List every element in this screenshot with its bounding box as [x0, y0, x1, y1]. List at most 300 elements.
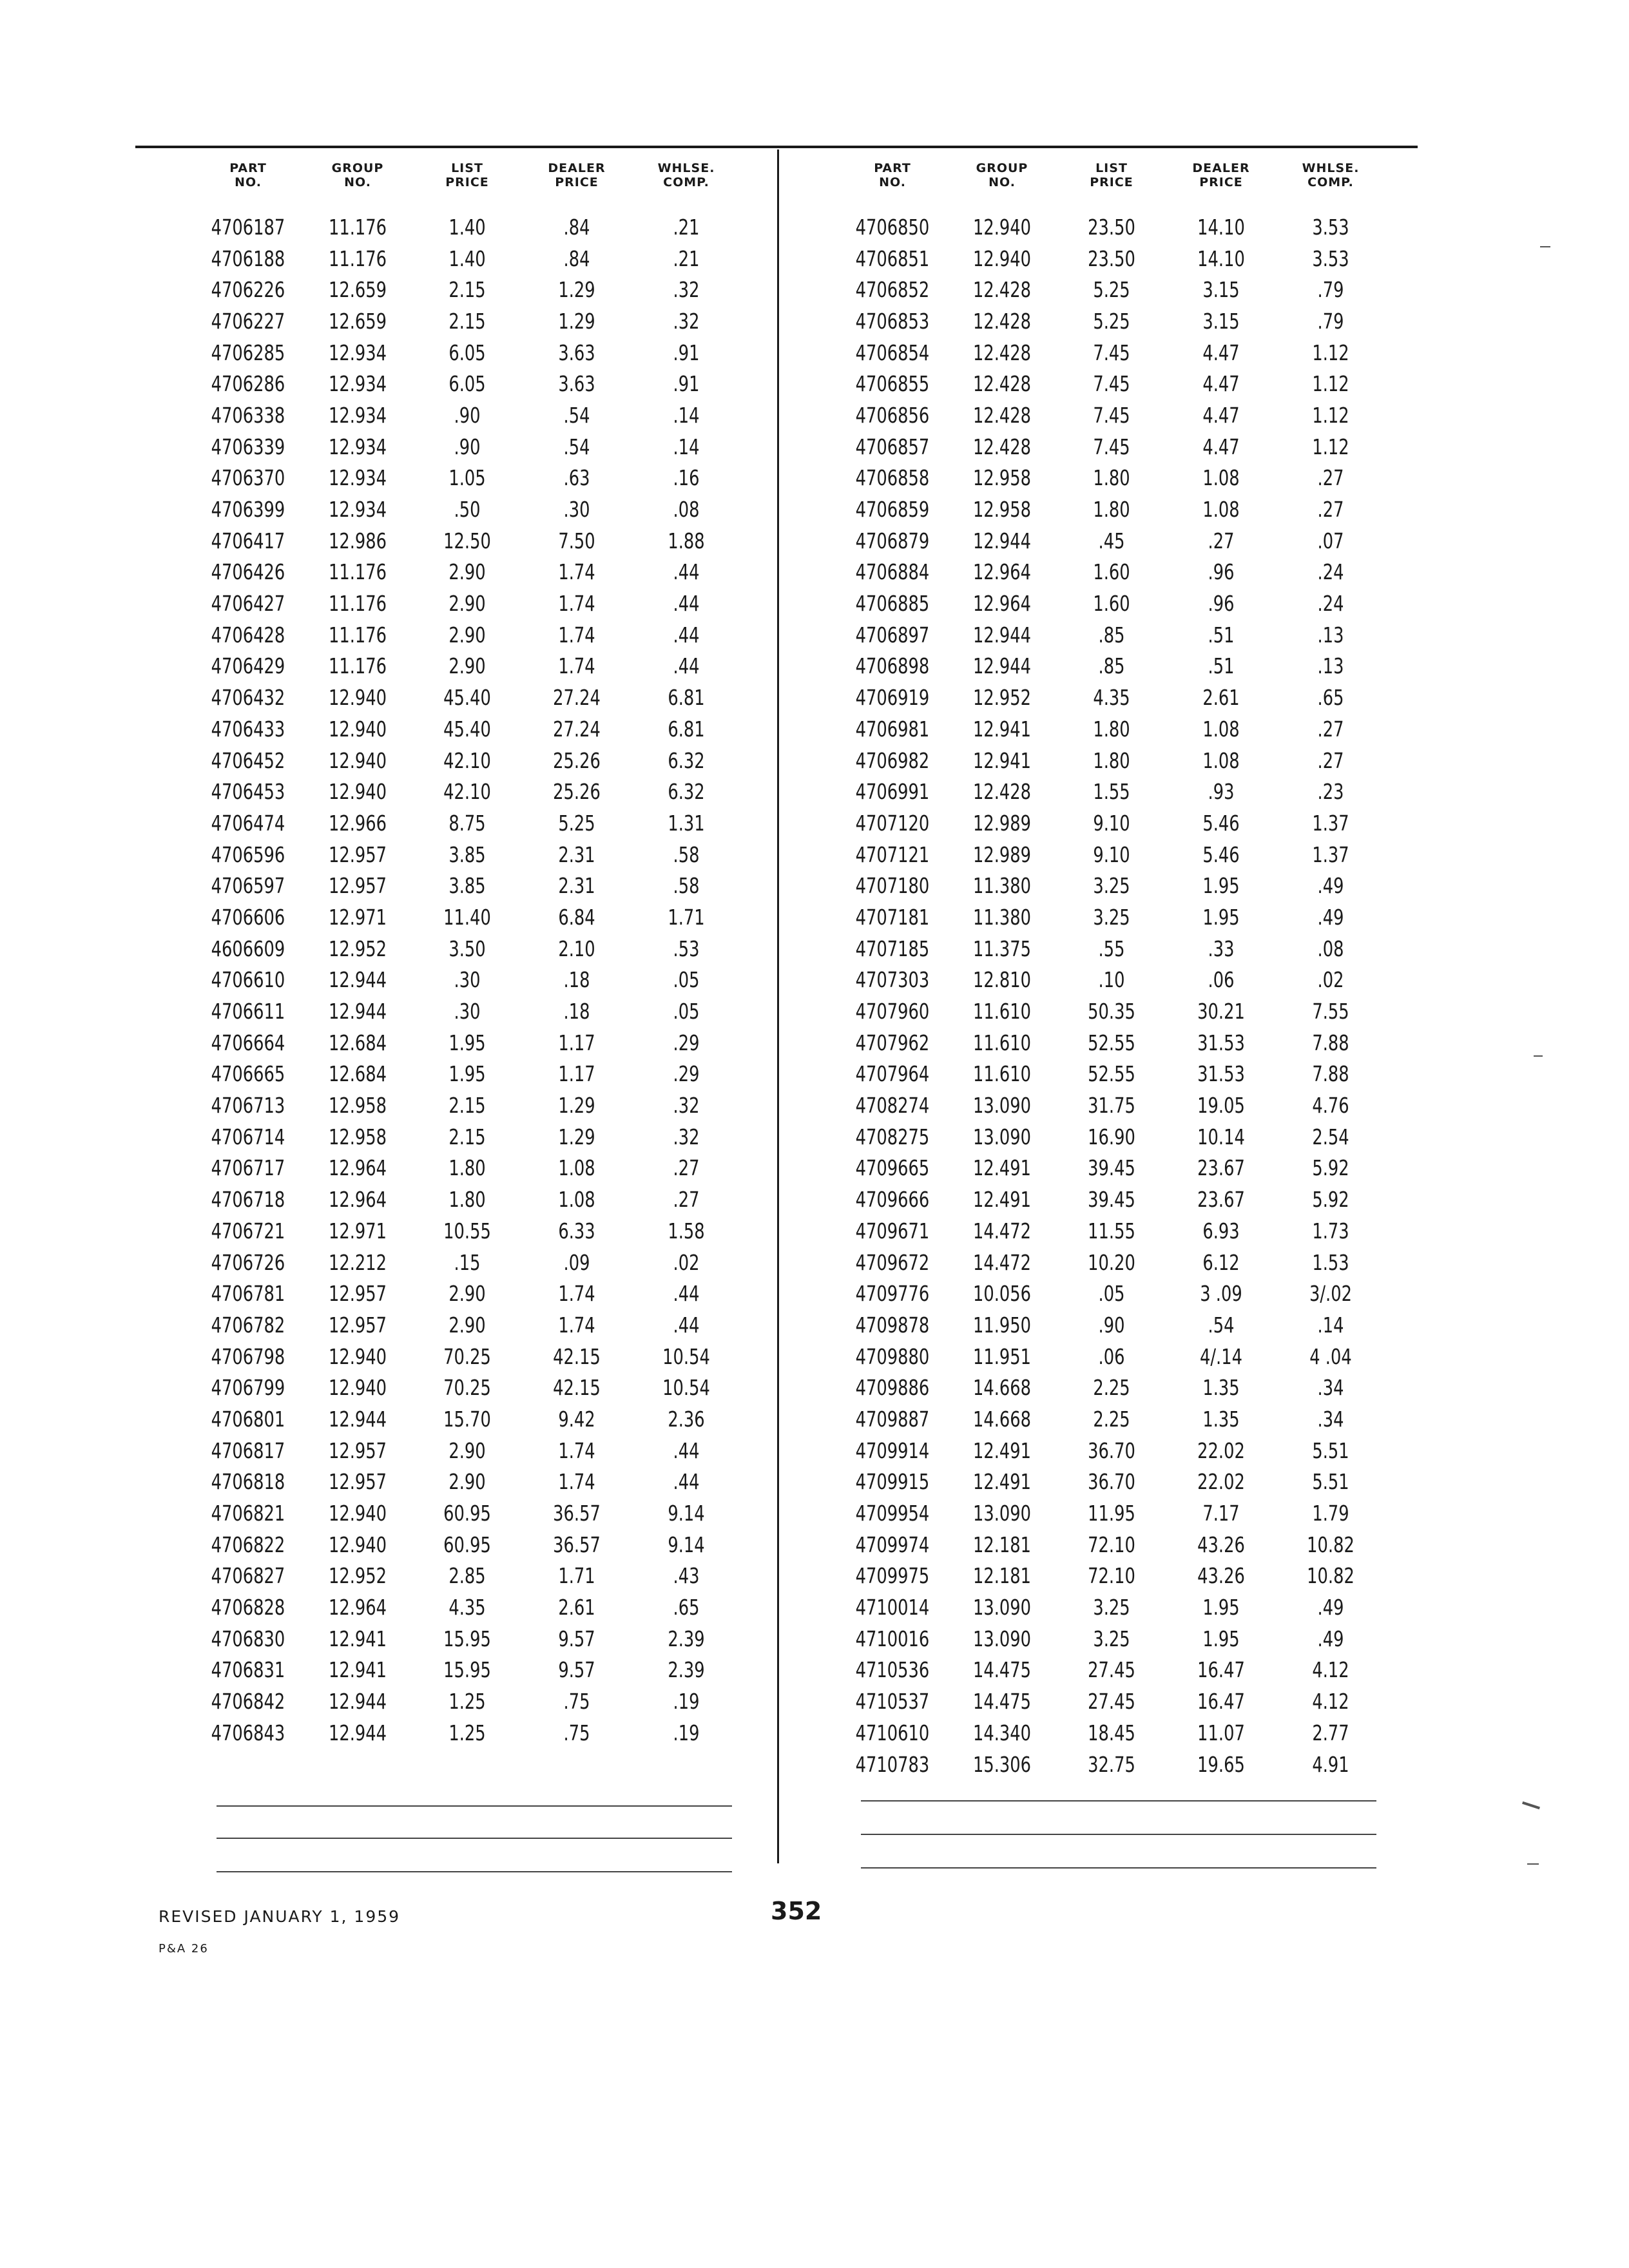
group-no-cell: 12.952: [972, 685, 1032, 711]
whlse-comp-cell: 1.73: [1312, 1218, 1349, 1244]
whlse-comp-cell: 10.54: [662, 1375, 710, 1401]
list-price-cell: 5.25: [1093, 308, 1130, 334]
dealer-price-cell: 25.26: [553, 779, 601, 805]
part-no-cell: 4706717: [211, 1155, 285, 1181]
dealer-price-cell: 1.71: [558, 1563, 595, 1589]
whlse-comp-cell: 10.82: [1307, 1563, 1354, 1589]
group-no-cell: 12.944: [328, 1689, 387, 1715]
whlse-comp-cell: .44: [673, 591, 700, 617]
whlse-comp-cell: .79: [1317, 308, 1344, 334]
part-no-cell: 4706286: [211, 371, 285, 397]
table-row: [193, 1623, 747, 1655]
header-whlse-comp: WHLSE. COMP.: [657, 161, 715, 189]
list-price-cell: 31.75: [1088, 1093, 1135, 1119]
right-table-body: [838, 211, 1405, 1780]
part-no-cell: 4706856: [855, 402, 930, 428]
table-row: [838, 1090, 1405, 1121]
table-row: [193, 745, 747, 776]
table-row: [193, 1341, 747, 1372]
whlse-comp-cell: .14: [1317, 1312, 1344, 1338]
dealer-price-cell: 5.25: [558, 810, 595, 836]
whlse-comp-cell: .27: [1317, 465, 1344, 491]
dealer-price-cell: .18: [563, 967, 590, 993]
margin-mark: [1527, 1863, 1539, 1865]
list-price-cell: 2.90: [448, 622, 486, 648]
group-no-cell: 12.944: [972, 528, 1032, 553]
group-no-cell: 12.957: [328, 1469, 387, 1495]
part-no-cell: 4706782: [211, 1312, 285, 1338]
table-row: [193, 274, 747, 305]
group-no-cell: 12.957: [328, 1312, 387, 1338]
whlse-comp-cell: .58: [673, 873, 700, 899]
dealer-price-cell: 1.74: [558, 1281, 595, 1307]
group-no-cell: 12.934: [328, 497, 387, 523]
dealer-price-cell: 31.53: [1197, 1030, 1245, 1055]
group-no-cell: 12.428: [972, 434, 1032, 459]
part-no-cell: 4706919: [855, 685, 930, 711]
table-row: [838, 1121, 1405, 1153]
table-row: [838, 463, 1405, 494]
whlse-comp-cell: 10.82: [1307, 1532, 1354, 1557]
margin-mark: [1534, 1055, 1543, 1057]
group-no-cell: 13.090: [972, 1626, 1032, 1651]
table-row: [838, 1059, 1405, 1090]
part-no-cell: 4706991: [855, 779, 930, 805]
table-row: [193, 1247, 747, 1278]
list-price-cell: .05: [1098, 1281, 1125, 1307]
dealer-price-cell: .30: [563, 497, 590, 523]
list-price-cell: .10: [1098, 967, 1125, 993]
part-no-cell: 4706850: [855, 214, 930, 240]
part-no-cell: 4706854: [855, 340, 930, 365]
list-price-cell: 23.50: [1088, 214, 1135, 240]
group-no-cell: 12.428: [972, 779, 1032, 805]
part-no-cell: 4706855: [855, 371, 930, 397]
whlse-comp-cell: .32: [673, 1124, 700, 1149]
dealer-price-cell: 27.24: [553, 716, 601, 742]
part-no-cell: 4707120: [855, 810, 930, 836]
whlse-comp-cell: .27: [1317, 497, 1344, 523]
whlse-comp-cell: .27: [1317, 716, 1344, 742]
dealer-price-cell: .33: [1208, 936, 1235, 961]
group-no-cell: 12.944: [328, 967, 387, 993]
table-row: [193, 995, 747, 1027]
part-no-cell: 4706818: [211, 1469, 285, 1495]
dealer-price-cell: 9.42: [558, 1406, 595, 1432]
whlse-comp-cell: .65: [673, 1595, 700, 1620]
group-no-cell: 12.428: [972, 277, 1032, 303]
part-no-cell: 4707185: [855, 936, 930, 961]
part-no-cell: 4706227: [211, 308, 285, 334]
part-no-cell: 4710014: [855, 1595, 930, 1620]
whlse-comp-cell: 9.14: [668, 1532, 705, 1557]
whlse-comp-cell: .53: [673, 936, 700, 961]
table-row: [193, 839, 747, 870]
whlse-comp-cell: .44: [673, 653, 700, 679]
whlse-comp-cell: .27: [673, 1187, 700, 1213]
list-price-cell: 1.80: [1093, 747, 1130, 773]
whlse-comp-cell: 2.36: [668, 1406, 705, 1432]
list-price-cell: 15.70: [443, 1406, 491, 1432]
blank-entry-line: [861, 1834, 1376, 1835]
part-no-cell: 4706897: [855, 622, 930, 648]
table-row: [193, 619, 747, 651]
part-no-cell: 4707180: [855, 873, 930, 899]
list-price-cell: 1.40: [448, 245, 486, 271]
whlse-comp-cell: 3/.02: [1309, 1281, 1352, 1307]
revision-date: REVISED JANUARY 1, 1959: [159, 1907, 401, 1926]
table-row: [193, 1655, 747, 1686]
group-no-cell: 12.989: [972, 810, 1032, 836]
margin-mark: [1522, 1802, 1540, 1809]
group-no-cell: 12.964: [328, 1155, 387, 1181]
whlse-comp-cell: .14: [673, 402, 700, 428]
dealer-price-cell: 1.74: [558, 591, 595, 617]
whlse-comp-cell: .65: [1317, 685, 1344, 711]
list-price-cell: 2.15: [448, 277, 486, 303]
part-no-cell: 4706188: [211, 245, 285, 271]
list-price-cell: 5.25: [1093, 277, 1130, 303]
list-price-cell: .45: [1098, 528, 1125, 553]
whlse-comp-cell: .02: [673, 1249, 700, 1275]
dealer-price-cell: .84: [563, 245, 590, 271]
table-row: [838, 713, 1405, 745]
table-row: [838, 557, 1405, 588]
whlse-comp-cell: .23: [1317, 779, 1344, 805]
list-price-cell: .90: [454, 434, 481, 459]
list-price-cell: 15.95: [443, 1626, 491, 1651]
list-price-cell: 27.45: [1088, 1657, 1135, 1683]
group-no-cell: 12.934: [328, 434, 387, 459]
table-row: [193, 776, 747, 807]
list-price-cell: 1.05: [448, 465, 486, 491]
dealer-price-cell: 9.57: [558, 1626, 595, 1651]
list-price-cell: .50: [454, 497, 481, 523]
table-row: [193, 243, 747, 274]
dealer-price-cell: 16.47: [1197, 1657, 1245, 1683]
group-no-cell: 12.986: [328, 528, 387, 553]
group-no-cell: 12.971: [328, 1218, 387, 1244]
table-row: [838, 1655, 1405, 1686]
list-price-cell: 11.55: [1088, 1218, 1135, 1244]
list-price-cell: 72.10: [1088, 1532, 1135, 1557]
table-row: [838, 1623, 1405, 1655]
dealer-price-cell: 1.74: [558, 653, 595, 679]
whlse-comp-cell: 2.77: [1312, 1720, 1349, 1745]
dealer-price-cell: 1.74: [558, 1312, 595, 1338]
header-part-no: PART NO.: [874, 161, 911, 189]
dealer-price-cell: 4.47: [1202, 402, 1240, 428]
group-no-cell: 14.668: [972, 1406, 1032, 1432]
whlse-comp-cell: 3.53: [1312, 214, 1349, 240]
table-row: [838, 243, 1405, 274]
dealer-price-cell: 1.08: [1202, 497, 1240, 523]
table-row: [838, 1309, 1405, 1341]
dealer-price-cell: 2.61: [1202, 685, 1240, 711]
group-no-cell: 12.810: [972, 967, 1032, 993]
whlse-comp-cell: .19: [673, 1689, 700, 1715]
part-no-cell: 4706981: [855, 716, 930, 742]
whlse-comp-cell: .49: [1317, 1595, 1344, 1620]
dealer-price-cell: 2.61: [558, 1595, 595, 1620]
group-no-cell: 12.964: [972, 591, 1032, 617]
list-price-cell: 1.60: [1093, 591, 1130, 617]
table-row: [838, 368, 1405, 399]
part-no-cell: 4706821: [211, 1501, 285, 1526]
list-price-cell: .30: [454, 967, 481, 993]
whlse-comp-cell: 1.53: [1312, 1249, 1349, 1275]
list-price-cell: 1.25: [448, 1720, 486, 1745]
group-no-cell: 12.181: [972, 1532, 1032, 1557]
whlse-comp-cell: .19: [673, 1720, 700, 1745]
dealer-price-cell: 4/.14: [1199, 1343, 1242, 1369]
list-price-cell: 11.40: [443, 904, 491, 930]
table-row: [193, 1497, 747, 1529]
center-divider: [777, 149, 779, 1863]
list-price-cell: 3.85: [448, 873, 486, 899]
left-price-column: [193, 161, 747, 1749]
whlse-comp-cell: 1.37: [1312, 810, 1349, 836]
dealer-price-cell: 30.21: [1197, 999, 1245, 1024]
list-price-cell: 2.90: [448, 1281, 486, 1307]
whlse-comp-cell: .91: [673, 340, 700, 365]
table-row: [193, 588, 747, 619]
group-no-cell: 12.940: [328, 1375, 387, 1401]
part-no-cell: 4706827: [211, 1563, 285, 1589]
part-no-cell: 4706370: [211, 465, 285, 491]
dealer-price-cell: 1.08: [1202, 716, 1240, 742]
list-price-cell: 39.45: [1088, 1187, 1135, 1213]
list-price-cell: 1.40: [448, 214, 486, 240]
header-list-price: LIST PRICE: [1090, 161, 1133, 189]
part-no-cell: 4706426: [211, 559, 285, 585]
group-no-cell: 14.668: [972, 1375, 1032, 1401]
whlse-comp-cell: .05: [673, 967, 700, 993]
list-price-cell: 3.25: [1093, 1595, 1130, 1620]
group-no-cell: 11.380: [972, 873, 1032, 899]
whlse-comp-cell: 1.31: [668, 810, 705, 836]
group-no-cell: 11.610: [972, 999, 1032, 1024]
part-no-cell: 4706665: [211, 1061, 285, 1087]
whlse-comp-cell: 10.54: [662, 1343, 710, 1369]
group-no-cell: 12.659: [328, 308, 387, 334]
whlse-comp-cell: 6.81: [668, 685, 705, 711]
part-no-cell: 4706843: [211, 1720, 285, 1745]
group-no-cell: 12.958: [328, 1124, 387, 1149]
table-row: [838, 1372, 1405, 1403]
dealer-price-cell: 5.46: [1202, 841, 1240, 867]
whlse-comp-cell: .44: [673, 1312, 700, 1338]
table-row: [838, 588, 1405, 619]
list-price-cell: .15: [454, 1249, 481, 1275]
table-row: [193, 431, 747, 463]
whlse-comp-cell: .05: [673, 999, 700, 1024]
list-price-cell: 8.75: [448, 810, 486, 836]
dealer-price-cell: .51: [1208, 622, 1235, 648]
group-no-cell: 12.940: [328, 1343, 387, 1369]
dealer-price-cell: 1.08: [558, 1187, 595, 1213]
list-price-cell: 1.80: [1093, 716, 1130, 742]
list-price-cell: 2.90: [448, 1469, 486, 1495]
part-no-cell: 4708275: [855, 1124, 930, 1149]
dealer-price-cell: 14.10: [1197, 245, 1245, 271]
table-row: [193, 1529, 747, 1561]
whlse-comp-cell: .21: [673, 245, 700, 271]
group-no-cell: 12.181: [972, 1563, 1032, 1589]
dealer-price-cell: 1.29: [558, 308, 595, 334]
dealer-price-cell: 6.84: [558, 904, 595, 930]
part-no-cell: 4706338: [211, 402, 285, 428]
table-row: [838, 1686, 1405, 1717]
list-price-cell: 42.10: [443, 747, 491, 773]
list-price-cell: 12.50: [443, 528, 491, 553]
part-no-cell: 4706851: [855, 245, 930, 271]
dealer-price-cell: 11.07: [1197, 1720, 1245, 1745]
whlse-comp-cell: .08: [1317, 936, 1344, 961]
whlse-comp-cell: 3.53: [1312, 245, 1349, 271]
table-row: [193, 305, 747, 337]
whlse-comp-cell: .79: [1317, 277, 1344, 303]
whlse-comp-cell: 7.88: [1312, 1061, 1349, 1087]
table-row: [838, 399, 1405, 431]
list-price-cell: .85: [1098, 622, 1125, 648]
whlse-comp-cell: 2.39: [668, 1657, 705, 1683]
table-row: [193, 368, 747, 399]
dealer-price-cell: 1.35: [1202, 1406, 1240, 1432]
group-no-cell: 12.940: [328, 779, 387, 805]
list-price-cell: 45.40: [443, 716, 491, 742]
group-no-cell: 11.176: [328, 559, 387, 585]
group-no-cell: 11.380: [972, 904, 1032, 930]
whlse-comp-cell: 1.37: [1312, 841, 1349, 867]
table-row: [838, 1497, 1405, 1529]
dealer-price-cell: 3.63: [558, 371, 595, 397]
group-no-cell: 10.056: [972, 1281, 1032, 1307]
dealer-price-cell: .54: [563, 434, 590, 459]
list-price-cell: 2.90: [448, 1312, 486, 1338]
list-price-cell: 6.05: [448, 340, 486, 365]
dealer-price-cell: 3.15: [1202, 277, 1240, 303]
table-row: [838, 1184, 1405, 1215]
whlse-comp-cell: .02: [1317, 967, 1344, 993]
group-no-cell: 12.966: [328, 810, 387, 836]
right-column-headers: [838, 161, 1405, 201]
list-price-cell: .06: [1098, 1343, 1125, 1369]
group-no-cell: 15.306: [972, 1751, 1032, 1777]
dealer-price-cell: 6.12: [1202, 1249, 1240, 1275]
group-no-cell: 12.934: [328, 340, 387, 365]
dealer-price-cell: 42.15: [553, 1343, 601, 1369]
group-no-cell: 12.940: [972, 214, 1032, 240]
part-no-cell: 4706817: [211, 1437, 285, 1463]
part-no-cell: 4707960: [855, 999, 930, 1024]
part-no-cell: 4706898: [855, 653, 930, 679]
list-price-cell: 9.10: [1093, 810, 1130, 836]
list-price-cell: 10.55: [443, 1218, 491, 1244]
dealer-price-cell: 43.26: [1197, 1563, 1245, 1589]
blank-entry-line: [217, 1838, 732, 1839]
table-row: [838, 1749, 1405, 1780]
whlse-comp-cell: .14: [673, 434, 700, 459]
dealer-price-cell: .51: [1208, 653, 1235, 679]
part-no-cell: 4710537: [855, 1689, 930, 1715]
dealer-price-cell: .06: [1208, 967, 1235, 993]
dealer-price-cell: 16.47: [1197, 1689, 1245, 1715]
table-row: [193, 463, 747, 494]
page-number: 352: [771, 1897, 822, 1925]
whlse-comp-cell: 2.39: [668, 1626, 705, 1651]
dealer-price-cell: 1.95: [1202, 904, 1240, 930]
list-price-cell: 6.05: [448, 371, 486, 397]
table-row: [838, 651, 1405, 682]
whlse-comp-cell: .34: [1317, 1406, 1344, 1432]
group-no-cell: 12.428: [972, 308, 1032, 334]
part-no-cell: 4706428: [211, 622, 285, 648]
table-row: [193, 1372, 747, 1403]
dealer-price-cell: 5.46: [1202, 810, 1240, 836]
part-no-cell: 4706433: [211, 716, 285, 742]
whlse-comp-cell: .21: [673, 214, 700, 240]
blank-entry-line: [861, 1867, 1376, 1869]
blank-entry-line: [861, 1800, 1376, 1802]
group-no-cell: 12.941: [328, 1626, 387, 1651]
group-no-cell: 12.934: [328, 465, 387, 491]
dealer-price-cell: 1.74: [558, 622, 595, 648]
table-row: [838, 745, 1405, 776]
dealer-price-cell: 10.14: [1197, 1124, 1245, 1149]
part-no-cell: 4706610: [211, 967, 285, 993]
list-price-cell: 7.45: [1093, 434, 1130, 459]
part-no-cell: 4709914: [855, 1437, 930, 1463]
part-no-cell: 4706597: [211, 873, 285, 899]
dealer-price-cell: 7.50: [558, 528, 595, 553]
header-group-no: GROUP NO.: [976, 161, 1028, 189]
whlse-comp-cell: .29: [673, 1030, 700, 1055]
table-row: [193, 1561, 747, 1592]
group-no-cell: 12.964: [972, 559, 1032, 585]
dealer-price-cell: 14.10: [1197, 214, 1245, 240]
group-no-cell: 12.957: [328, 1281, 387, 1307]
part-no-cell: 4706187: [211, 214, 285, 240]
list-price-cell: 16.90: [1088, 1124, 1135, 1149]
table-row: [193, 965, 747, 996]
part-no-cell: 4710783: [855, 1751, 930, 1777]
table-row: [838, 274, 1405, 305]
table-row: [838, 807, 1405, 839]
whlse-comp-cell: 9.14: [668, 1501, 705, 1526]
whlse-comp-cell: .32: [673, 308, 700, 334]
group-no-cell: 12.940: [328, 1501, 387, 1526]
dealer-price-cell: 7.17: [1202, 1501, 1240, 1526]
group-no-cell: 12.940: [328, 685, 387, 711]
list-price-cell: 39.45: [1088, 1155, 1135, 1181]
table-row: [838, 619, 1405, 651]
dealer-price-cell: 2.31: [558, 841, 595, 867]
dealer-price-cell: 4.47: [1202, 371, 1240, 397]
part-no-cell: 4706852: [855, 277, 930, 303]
part-no-cell: 4710610: [855, 1720, 930, 1745]
list-price-cell: 52.55: [1088, 1061, 1135, 1087]
table-row: [838, 776, 1405, 807]
part-no-cell: 4706857: [855, 434, 930, 459]
dealer-price-cell: 1.29: [558, 277, 595, 303]
table-row: [838, 1561, 1405, 1592]
part-no-cell: 4706830: [211, 1626, 285, 1651]
list-price-cell: 23.50: [1088, 245, 1135, 271]
part-no-cell: 4706399: [211, 497, 285, 523]
dealer-price-cell: 9.57: [558, 1657, 595, 1683]
list-price-cell: 60.95: [443, 1501, 491, 1526]
